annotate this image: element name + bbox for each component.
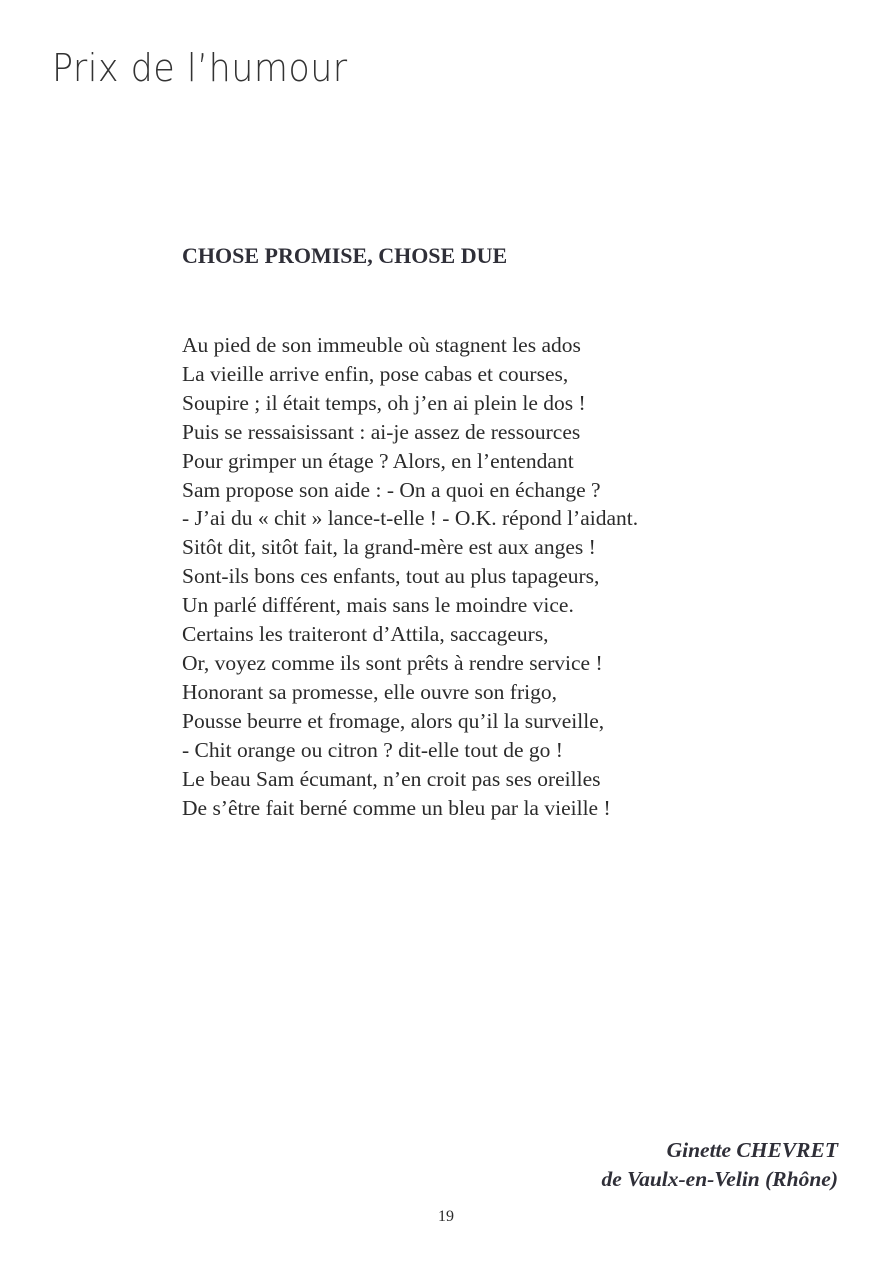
author-name: Ginette CHEVRET [666,1138,838,1162]
poem-line: Le beau Sam écumant, n’en croit pas ses oreilles [182,766,601,791]
poem-line: Certains les traiteront d’Attila, saccageurs, [182,622,549,647]
page-number: 19 [438,1208,454,1225]
section-title: Prix de l’humour [52,46,348,90]
poem-line: Pour grimper un étage ? Alors, en l’entendant [182,448,574,473]
poem-line: Sam propose son aide : - On a quoi en échange ? [182,477,601,502]
poem-line: Sitôt dit, sitôt fait, la grand-mère est aux anges ! [182,535,596,560]
poem-line: Soupire ; il était temps, oh j’en ai plein le dos ! [182,390,586,415]
poem-line: Honorant sa promesse, elle ouvre son frigo, [182,679,557,704]
poem-line: Pousse beurre et fromage, alors qu’il la surveille, [182,708,605,733]
poem-line: Un parlé différent, mais sans le moindre vice. [182,593,574,618]
poem-line: Sont-ils bons ces enfants, tout au plus tapageurs, [182,564,600,589]
poem-body [182,331,638,822]
poem-line: Au pied de son immeuble où stagnent les ados [182,333,581,357]
poem-line: Or, voyez comme ils sont prêts à rendre service ! [182,650,603,675]
poem-line: - Chit orange ou citron ? dit-elle tout de go ! [182,737,563,762]
author-origin: de Vaulx-en-Velin (Rhône) [601,1167,838,1191]
poem-line: La vieille arrive enfin, pose cabas et courses, [182,361,569,386]
poem-title: CHOSE PROMISE, CHOSE DUE [182,243,508,268]
poem-line: - J’ai du « chit » lance-t-elle ! - O.K. répond l’aidant. [182,506,639,531]
poem-line: Puis se ressaisissant : ai-je assez de ressources [182,419,581,444]
poem-line: De s’être fait berné comme un bleu par la vieille ! [182,795,611,820]
author-signature [601,1136,838,1194]
